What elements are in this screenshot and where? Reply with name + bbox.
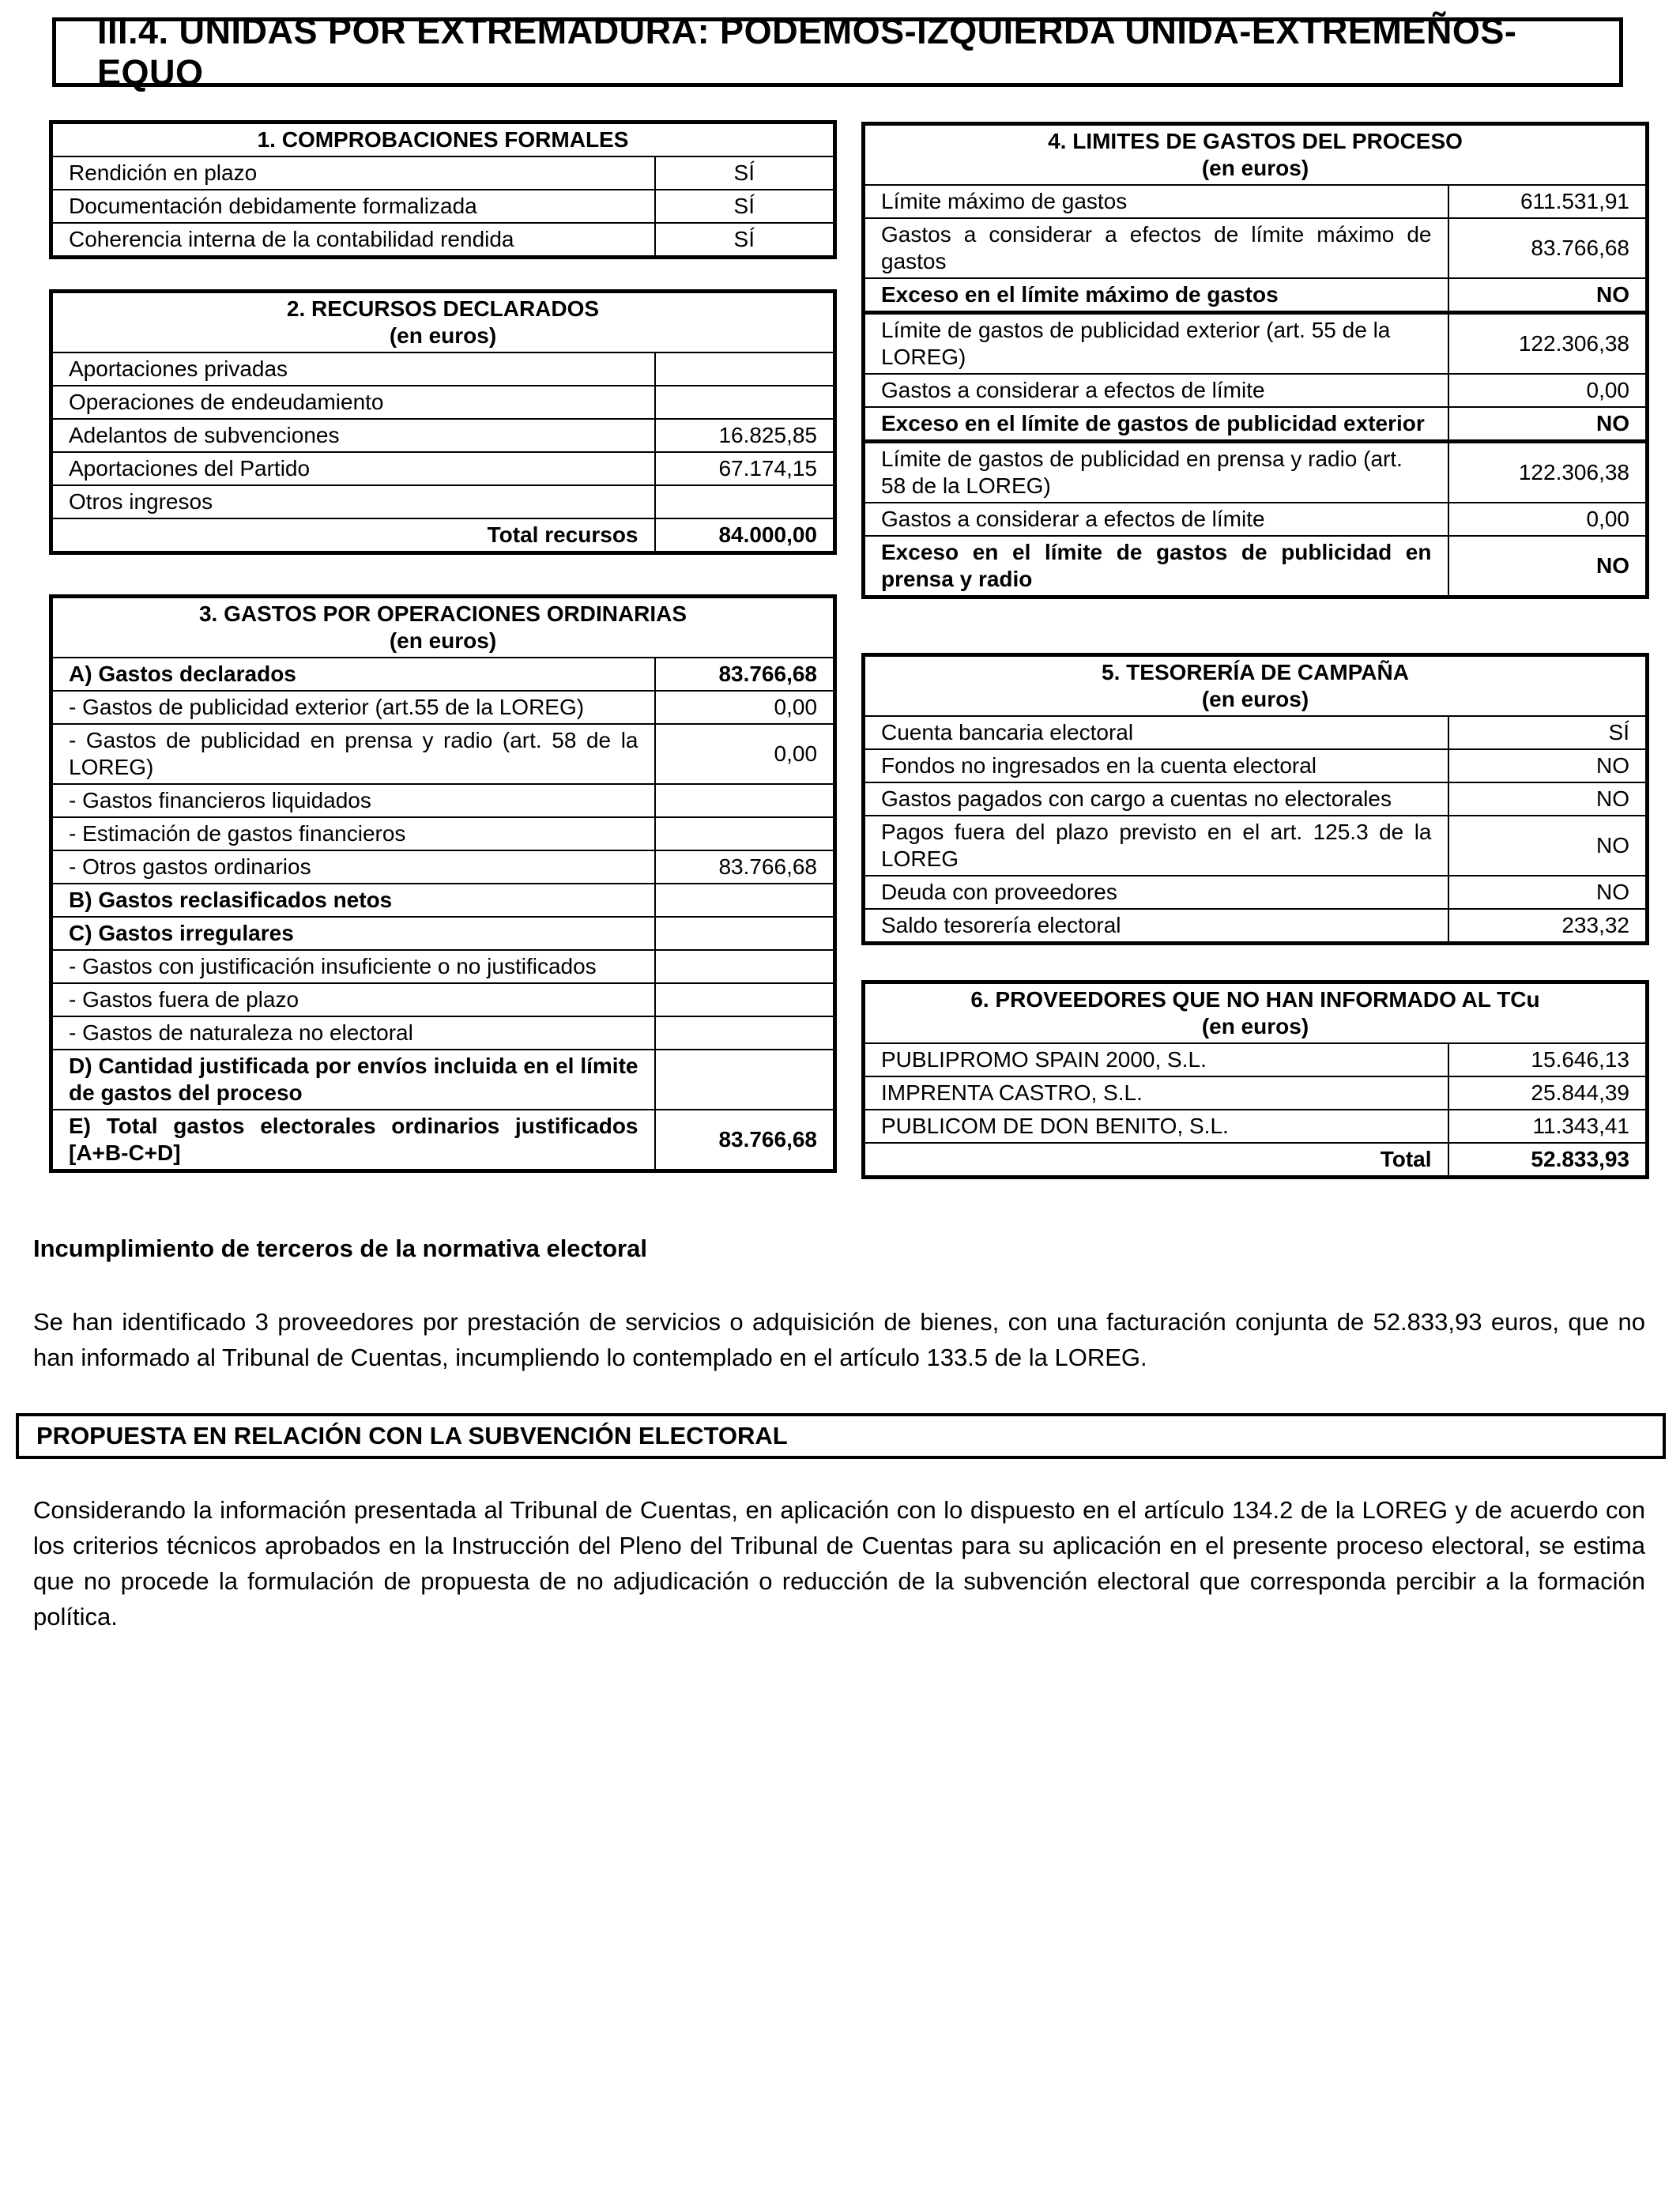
table-row: Exceso en el límite de gastos de publicidad exterior NO [864,407,1648,442]
table-header: 6. PROVEEDORES QUE NO HAN INFORMADO AL TCu (en euros) [864,982,1648,1044]
table-row: IMPRENTA CASTRO, S.L. 25.844,39 [864,1076,1648,1110]
table-row: Otros ingresos [51,485,835,518]
table-limites-gastos [861,122,1649,599]
table-row: - Otros gastos ordinarios 83.766,68 [51,850,835,884]
table-row: Cuenta bancaria electoral SÍ [864,716,1648,749]
proposal-paragraph: Considerando la información presentada al Tribunal de Cuentas, en aplicación con lo dispuesto en el artículo 134.2 de la LOREG y de acuerdo con los criterios técnicos aprobados en la Instrucción del Pleno del Tribunal de Cuentas para su aplicación en el presente proceso electoral, se estima que no procede la formulación de propuesta de no adjudicación o reducción de la subvención electoral que corresponda percibir a la formación política. [33,1496,1645,1630]
table-row: Pagos fuera del plazo previsto en el art. 125.3 de la LOREG NO [864,816,1648,876]
table-row: Gastos pagados con cargo a cuentas no electorales NO [864,782,1648,816]
table-row: Gastos a considerar a efectos de límite 0,00 [864,374,1648,407]
table-header: 5. TESORERÍA DE CAMPAÑA (en euros) [864,655,1648,717]
table-row: PUBLICOM DE DON BENITO, S.L. 11.343,41 [864,1110,1648,1143]
table-row: C) Gastos irregulares [51,917,835,950]
table-row: Documentación debidamente formalizada SÍ [51,190,835,223]
table-row: A) Gastos declarados 83.766,68 [51,658,835,691]
table-row: Coherencia interna de la contabilidad rendida SÍ [51,223,835,258]
table-row: Fondos no ingresados en la cuenta electoral NO [864,749,1648,782]
table-row: - Gastos fuera de plazo [51,983,835,1016]
total-row: Total 52.833,93 [864,1143,1648,1178]
table-row: Deuda con proveedores NO [864,876,1648,909]
table-row: PUBLIPROMO SPAIN 2000, S.L. 15.646,13 [864,1043,1648,1076]
table-gastos-ordinarios [49,594,837,1173]
table-row: Saldo tesorería electoral 233,32 [864,909,1648,944]
table-row: Adelantos de subvenciones 16.825,85 [51,419,835,452]
table-row: - Gastos de publicidad en prensa y radio (art. 58 de la LOREG) 0,00 [51,724,835,784]
table-row: D) Cantidad justificada por envíos incluida en el límite de gastos del proceso [51,1050,835,1110]
table-row: - Gastos de naturaleza no electoral [51,1016,835,1050]
table-row: - Gastos financieros liquidados [51,784,835,817]
table-header: 2. RECURSOS DECLARADOS (en euros) [51,292,835,353]
table-row: Gastos a considerar a efectos de límite 0,00 [864,503,1648,536]
total-row: Total recursos 84.000,00 [51,518,835,553]
table-row: Límite de gastos de publicidad en prensa y radio (art. 58 de la LOREG) 122.306,38 [864,442,1648,503]
section-paragraph: Se han identificado 3 proveedores por prestación de servicios o adquisición de bienes, con una facturación conjunta de 52.833,93 euros, que no han informado al Tribunal de Cuentas, incumpliendo lo contemplado en el artículo 133.5 de la LOREG. [33,1308,1645,1371]
table-row: Operaciones de endeudamiento [51,386,835,419]
table-row: - Gastos con justificación insuficiente o no justificados [51,950,835,983]
table-row: Límite máximo de gastos 611.531,91 [864,185,1648,218]
table-row: Rendición en plazo SÍ [51,156,835,190]
table-row: Límite de gastos de publicidad exterior (art. 55 de la LOREG) 122.306,38 [864,313,1648,375]
table-row: - Estimación de gastos financieros [51,817,835,850]
table-row: E) Total gastos electorales ordinarios justificados [A+B-C+D] 83.766,68 [51,1110,835,1171]
proposal-heading: PROPUESTA EN RELACIÓN CON LA SUBVENCIÓN ELECTORAL [36,1422,788,1449]
table-recursos-declarados [49,289,837,555]
table-tesoreria-campana [861,653,1649,945]
table-header: 3. GASTOS POR OPERACIONES ORDINARIAS (en euros) [51,597,835,658]
table-header: 1. COMPROBACIONES FORMALES [51,123,835,157]
page-title-box [52,11,1623,92]
table-row: Aportaciones del Partido 67.174,15 [51,452,835,485]
table-header: 4. LIMITES DE GASTOS DEL PROCESO (en euros) [864,124,1648,186]
table-row: Aportaciones privadas [51,352,835,386]
section-heading: Incumplimiento de terceros de la normativa electoral [33,1235,647,1262]
page-title: III.4. UNIDAS POR EXTREMADURA: PODEMOS-IZQUIERDA UNIDA-EXTREMEÑOS-EQUO [97,11,1517,92]
proposal-heading-box [16,1413,1666,1459]
table-row: B) Gastos reclasificados netos [51,884,835,917]
table-row: Exceso en el límite de gastos de publicidad en prensa y radio NO [864,536,1648,598]
table-proveedores [861,980,1649,1179]
table-row: Gastos a considerar a efectos de límite máximo de gastos 83.766,68 [864,218,1648,278]
table-row: Exceso en el límite máximo de gastos NO [864,278,1648,313]
table-row: - Gastos de publicidad exterior (art.55 de la LOREG) 0,00 [51,691,835,724]
table-comprobaciones-formales [49,120,837,259]
